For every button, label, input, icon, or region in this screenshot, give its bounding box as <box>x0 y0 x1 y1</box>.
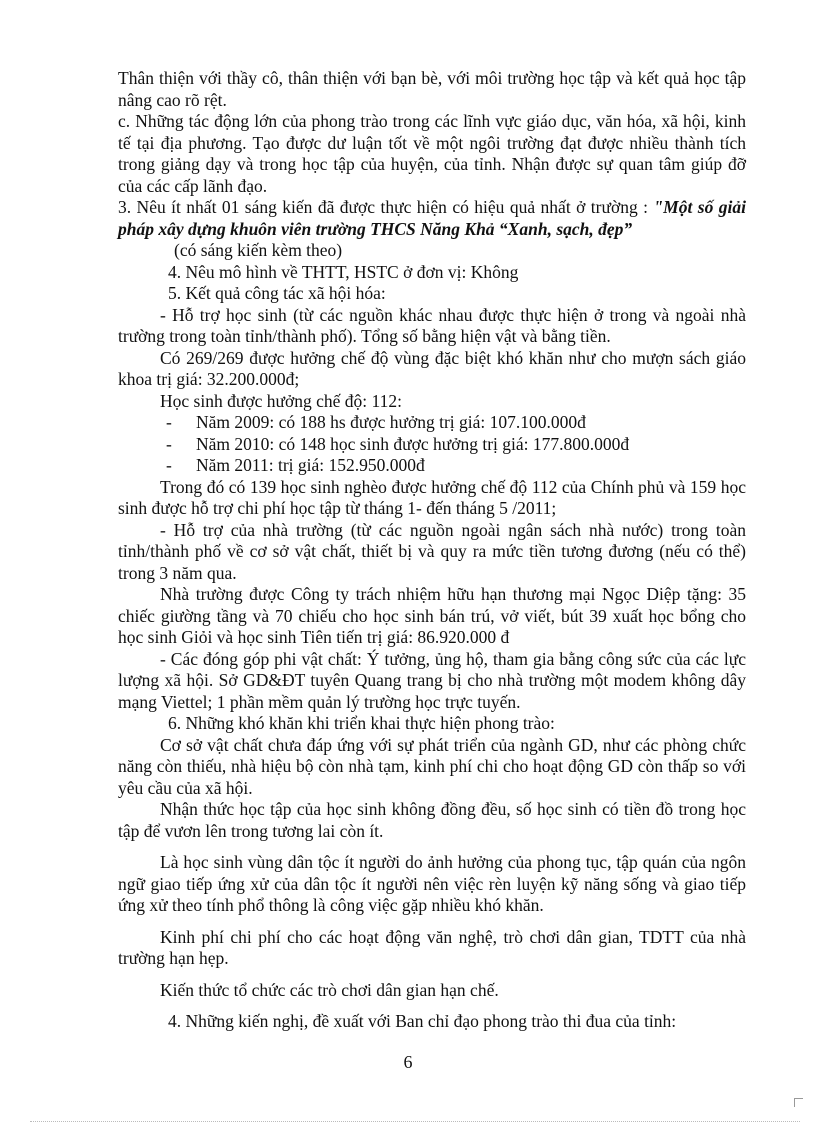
dash-marker: - <box>166 412 172 432</box>
page-corner-mark <box>794 1098 803 1107</box>
paragraph: Học sinh được hưởng chế độ: 112: <box>160 390 402 411</box>
paragraph-initiative <box>118 197 746 240</box>
page-number: 6 <box>403 1052 413 1072</box>
list-item <box>118 434 746 456</box>
list-item-text: Năm 2009: có 188 hs được hưởng trị giá: 107.100.000đ <box>196 412 586 432</box>
paragraph: - Hỗ trợ của nhà trường (từ các nguồn ngoài ngân sách nhà nước) trong toàn tỉnh/thành phố về cơ sở vật chất, thiết bị và quy ra mức tiền tương đương (nếu có thể) trong 3 năm qua. <box>118 519 746 583</box>
paragraph: Kiến thức tổ chức các trò chơi dân gian hạn chế. <box>160 979 499 1000</box>
list-item <box>118 412 746 434</box>
paragraph: - Hỗ trợ học sinh (từ các nguồn khác nhau được thực hiện ở trong và ngoài nhà trường trong toàn tỉnh/thành phố). Tổng số bằng hiện vật và bằng tiền. <box>118 304 746 346</box>
paragraph: Cơ sở vật chất chưa đáp ứng với sự phát triển của ngành GD, như các phòng chức năng còn thiếu, nhà hiệu bộ còn nhà tạm, kinh phí chi cho hoạt động GD còn thấp so với yêu cầu của xã hội. <box>118 734 746 798</box>
initiative-lead: 3. Nêu ít nhất 01 sáng kiến đã được thực hiện có hiệu quả nhất ở trường : <box>118 197 654 217</box>
document-body <box>118 68 746 1033</box>
list-item-text: Năm 2010: có 148 học sinh được hưởng trị giá: 177.800.000đ <box>196 433 630 454</box>
paragraph: Thân thiện với thầy cô, thân thiện với bạn bè, với môi trường học tập và kết quả học tập nâng cao rõ rệt. <box>118 68 746 110</box>
dash-marker: - <box>166 455 172 475</box>
paragraph-note: (có sáng kiến kèm theo) <box>174 240 343 260</box>
paragraph: Có 269/269 được hưởng chế độ vùng đặc biệt khó khăn như cho mượn sách giáo khoa trị giá: 32.200.000đ; <box>118 347 746 389</box>
paragraph: Kinh phí chi phí cho các hoạt động văn nghệ, trò chơi dân gian, TDTT của nhà trường hạn hẹp. <box>118 926 746 968</box>
paragraph: Trong đó có 139 học sinh nghèo được hưởng chế độ 112 của Chính phủ và 159 học sinh được hỗ trợ chi phí học tập từ tháng 1- đến tháng 5 /2011; <box>118 476 746 518</box>
section-heading: 5. Kết quả công tác xã hội hóa: <box>168 283 386 303</box>
section-heading: 4. Những kiến nghị, đề xuất với Ban chỉ đạo phong trào thi đua của tỉnh: <box>168 1011 677 1031</box>
dash-marker: - <box>166 433 172 454</box>
paragraph: Nhận thức học tập của học sinh không đồng đều, số học sinh có tiền đồ trong học tập để vươn lên trong tương lai còn ít. <box>118 799 746 841</box>
section-heading: 4. Nêu mô hình về THTT, HSTC ở đơn vị: Không <box>168 261 519 282</box>
list-item <box>118 455 746 477</box>
paragraph: Là học sinh vùng dân tộc ít người do ảnh hưởng của phong tục, tập quán của ngôn ngữ giao tiếp ứng xử của dân tộc ít người nên việc rèn luyện kỹ năng sống và giao tiếp ứng xử theo tính phổ thông là công việc gặp nhiều khó khăn. <box>118 852 746 915</box>
paragraph: c. Những tác động lớn của phong trào trong các lĩnh vực giáo dục, văn hóa, xã hội, kinh tế tại địa phương. Tạo được dư luận tốt về một ngôi trường đạt được nhiều thành tích trong giảng dạy và trong học tập của huyện, của tỉnh. Nhận được sự quan tâm giúp đỡ của các cấp lãnh đạo. <box>118 111 746 196</box>
initiative-title: "Một số giải pháp xây dựng khuôn viên trường THCS Năng Khả “Xanh, sạch, đẹp” <box>118 197 746 239</box>
paragraph: - Các đóng góp phi vật chất: Ý tưởng, ủng hộ, tham gia bằng công sức của các lực lượng xã hội. Sở GD&ĐT tuyên Quang trang bị cho nhà trường một modem không dây mạng Viettel; 1 phần mềm quản lý trường học trực tuyến. <box>118 648 746 712</box>
paragraph: Nhà trường được Công ty trách nhiệm hữu hạn thương mại Ngọc Diệp tặng: 35 chiếc giường tầng và 70 chiếu cho học sinh bán trú, vở viết, bút 39 xuất học bổng cho học sinh Giỏi và học sinh Tiên tiến trị giá: 86.920.000 đ <box>118 584 746 647</box>
page-bottom-rule <box>30 1121 800 1122</box>
section-heading: 6. Những khó khăn khi triển khai thực hiện phong trào: <box>168 713 555 733</box>
list-item-text: Năm 2011: trị giá: 152.950.000đ <box>196 455 425 475</box>
